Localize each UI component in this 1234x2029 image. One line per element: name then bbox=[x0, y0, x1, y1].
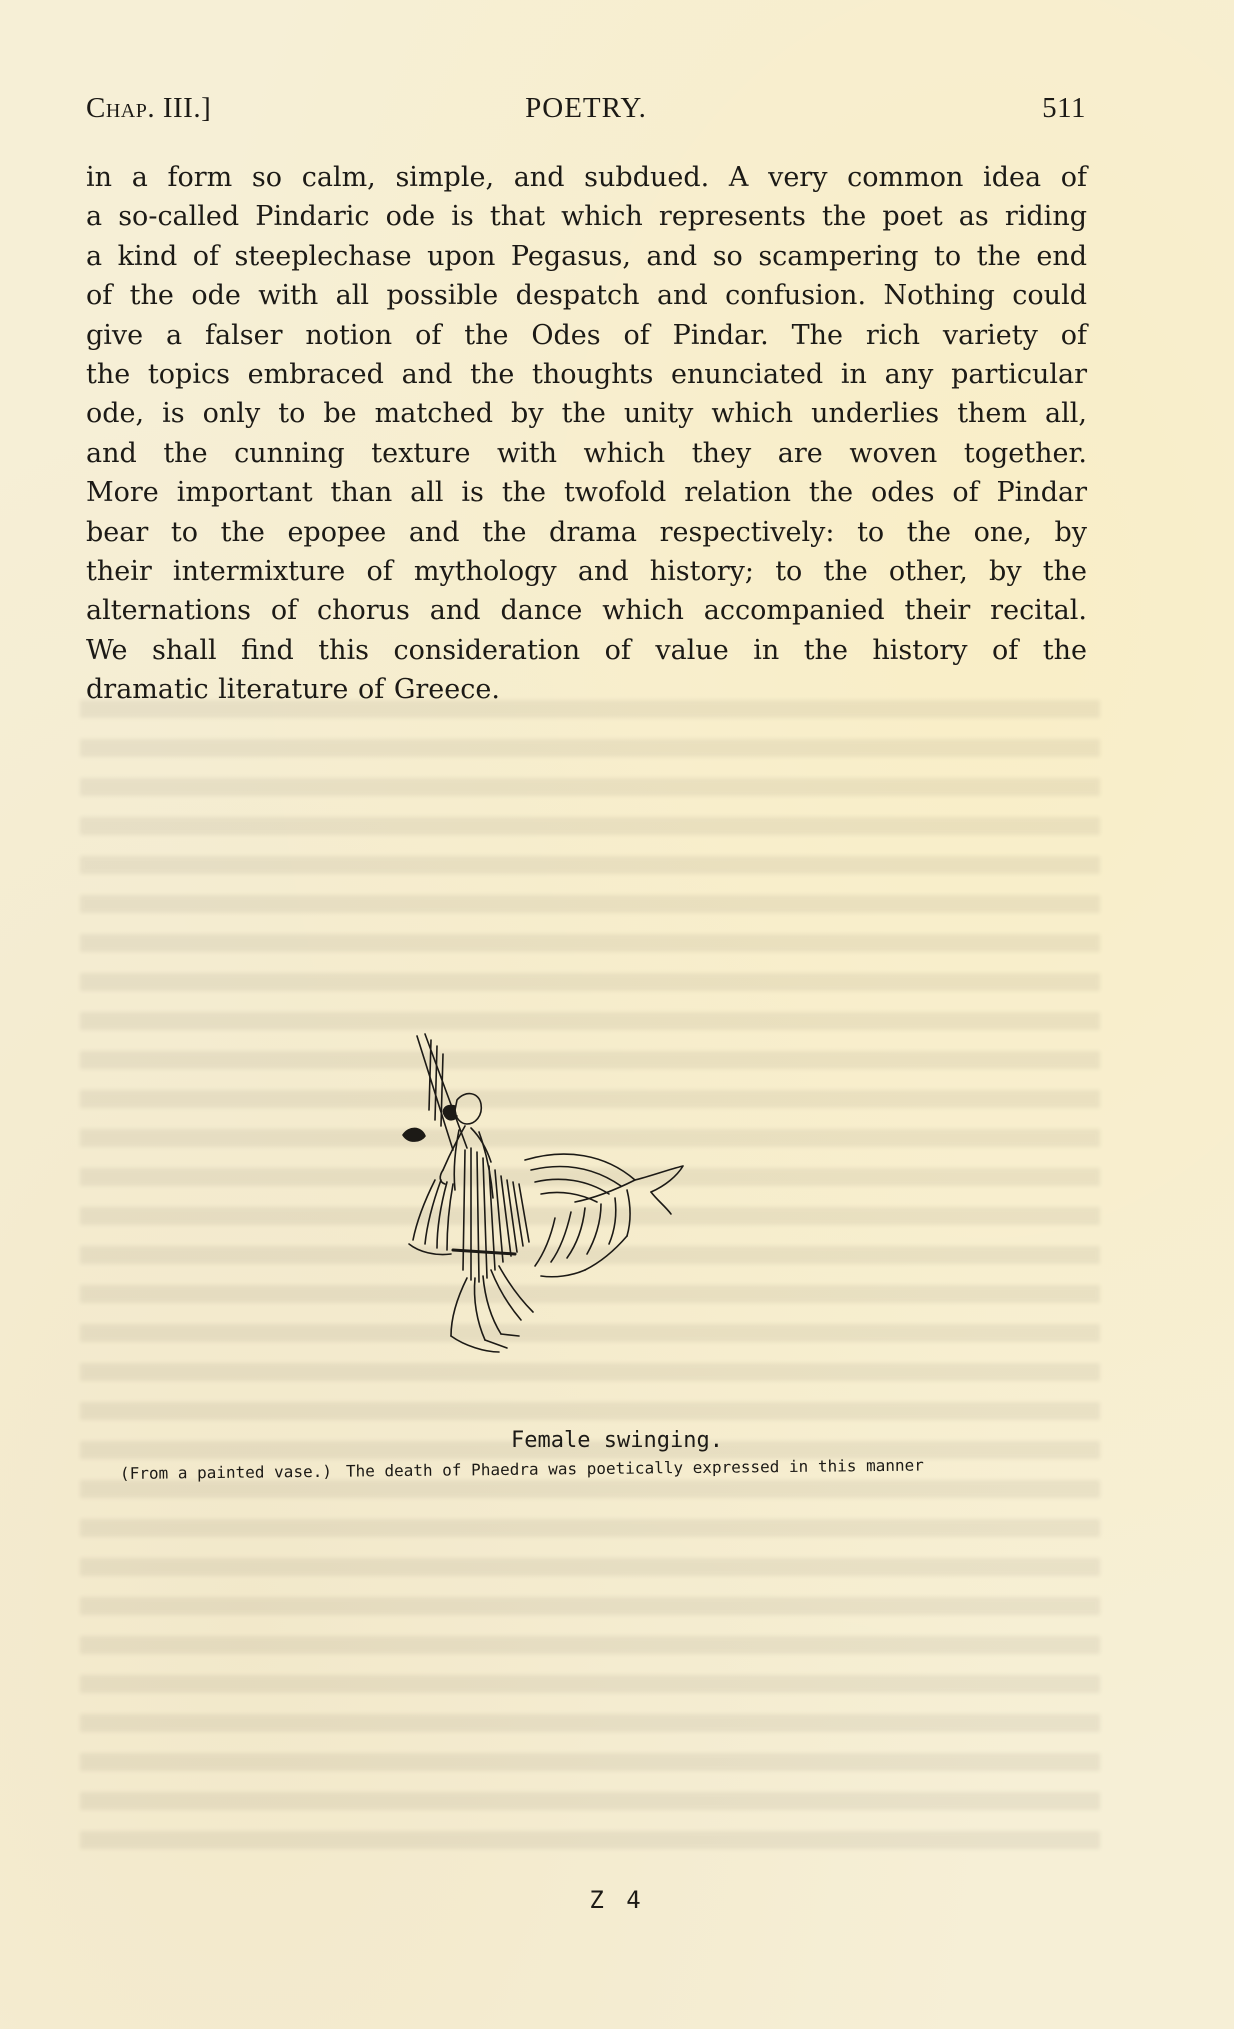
signature-mark: Z 4 bbox=[589, 1886, 645, 1914]
text-line: bear to the epopee and the drama respectively: to the one, by bbox=[86, 516, 1087, 548]
running-title: POETRY. bbox=[525, 92, 647, 124]
text-line: ode, is only to be matched by the unity which underlies them all, bbox=[86, 398, 1087, 430]
text-line: give a falser notion of the Odes of Pindar. The rich variety of bbox=[86, 319, 1087, 351]
text-line: alternations of chorus and dance which accompanied their recital. bbox=[86, 595, 1087, 627]
figure-head bbox=[455, 1094, 481, 1124]
page-number: 511 bbox=[1042, 92, 1086, 124]
figure-caption: Female swinging. bbox=[511, 1428, 723, 1453]
body-paragraph bbox=[86, 158, 1087, 710]
swing-seat bbox=[453, 1250, 515, 1254]
text-line: dramatic literature of Greece. bbox=[86, 674, 500, 706]
figure-note: The death of Phaedra was poetically expressed in this manner bbox=[345, 1455, 924, 1481]
vase-illustration bbox=[395, 1030, 775, 1375]
text-line: More important than all is the twofold relation the odes of Pindar bbox=[86, 477, 1087, 509]
text-line: and the cunning texture with which they are woven together. bbox=[86, 437, 1087, 469]
text-line: in a form so calm, simple, and subdued. A very common idea of bbox=[86, 162, 1087, 193]
chapter-label: Chap. III.] bbox=[86, 92, 212, 124]
running-header bbox=[86, 92, 1086, 132]
text-line: the topics embraced and the thoughts enunciated in any particular bbox=[86, 359, 1087, 391]
text-line: of the ode with all possible despatch and confusion. Nothing could bbox=[86, 280, 1087, 312]
text-line: We shall find this consideration of value in the history of the bbox=[86, 634, 1087, 666]
text-line: a kind of steeplechase upon Pegasus, and so scampering to the end bbox=[86, 240, 1087, 272]
text-line: their intermixture of mythology and history; to the other, by the bbox=[86, 556, 1087, 588]
figure-source: (From a painted vase.) bbox=[119, 1461, 333, 1483]
text-line: a so-called Pindaric ode is that which represents the poet as riding bbox=[86, 201, 1087, 233]
